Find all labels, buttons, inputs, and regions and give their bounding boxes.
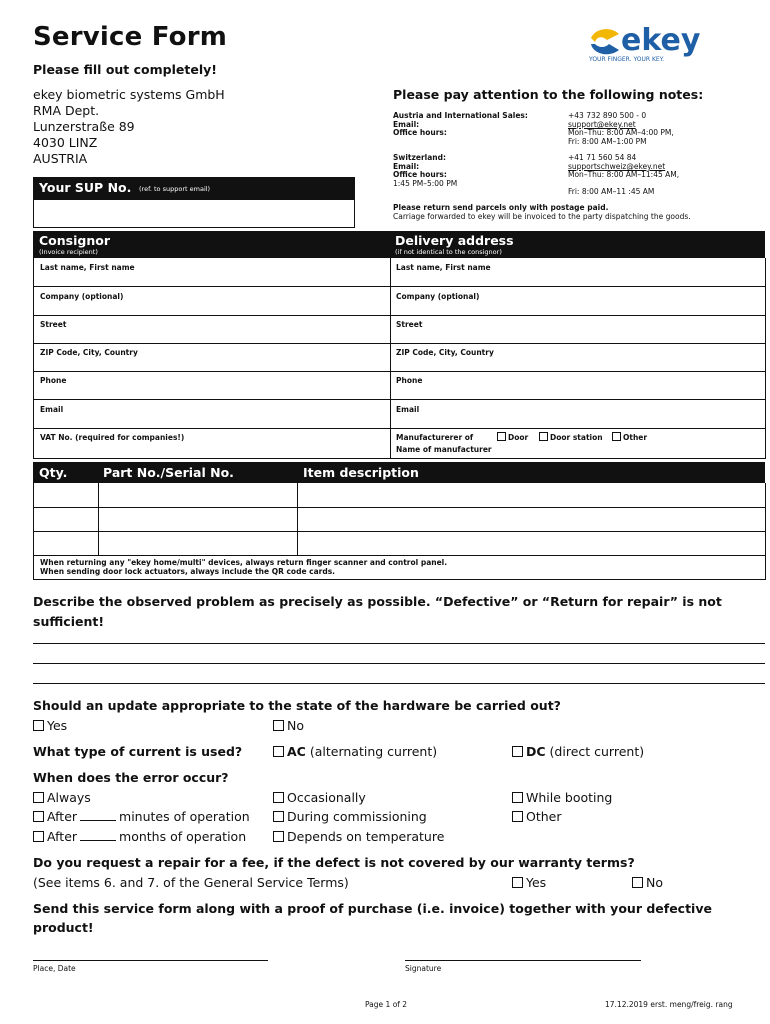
- repair-no-option[interactable]: [632, 875, 663, 890]
- checkbox-other-manufacturer[interactable]: [612, 432, 647, 442]
- checkbox-icon[interactable]: [632, 877, 643, 888]
- delivery-street-field[interactable]: Street: [396, 320, 423, 329]
- months-blank[interactable]: [80, 830, 116, 841]
- signature-line[interactable]: [405, 960, 641, 961]
- current-ac-option[interactable]: [273, 744, 437, 759]
- ac-desc: (alternating current): [309, 744, 438, 759]
- return-note-1: Please return send parcels only with postage paid.: [393, 203, 609, 212]
- checkbox-icon[interactable]: [273, 811, 284, 822]
- parts-note-1: When returning any "ekey home/multi" devices, always return finger scanner and control panel.: [40, 558, 448, 567]
- dc-desc: (direct current): [549, 744, 645, 759]
- austria-email-link[interactable]: support@ekey.net: [568, 120, 636, 129]
- problem-line[interactable]: [33, 643, 765, 644]
- page-title: Service Form: [33, 22, 228, 52]
- checkbox-icon[interactable]: [612, 432, 621, 441]
- row-divider: [34, 371, 765, 372]
- other-label: Other: [526, 809, 562, 824]
- checkbox-icon[interactable]: [273, 746, 284, 757]
- problem-instruction-2: sufficient!: [33, 614, 105, 629]
- occasionally-label: Occasionally: [287, 790, 366, 805]
- consignor-sub: (Invoice recipient): [39, 248, 98, 256]
- address-country: AUSTRIA: [33, 151, 88, 166]
- swiss-email-label: Email:: [393, 162, 420, 171]
- address-table-header: [33, 231, 765, 258]
- temperature-label: Depends on temperature: [287, 829, 445, 844]
- swiss-hours-2: Fri: 8:00 AM–11 :45 AM: [568, 187, 655, 196]
- delivery-name-field[interactable]: Last name, First name: [396, 263, 491, 272]
- after-label: After: [47, 809, 78, 824]
- error-booting-option[interactable]: [512, 790, 612, 805]
- current-dc-option[interactable]: [512, 744, 644, 759]
- ekey-logo: [585, 20, 745, 64]
- address-city: 4030 LINZ: [33, 135, 98, 150]
- send-instruction-2: product!: [33, 920, 94, 935]
- after-label: After: [47, 829, 78, 844]
- checkbox-icon[interactable]: [512, 877, 523, 888]
- austria-label: Austria and International Sales:: [393, 111, 528, 120]
- minutes-blank[interactable]: [80, 810, 116, 821]
- version-stamp: 17.12.2019 erst. meng/freig. rang: [605, 1000, 733, 1009]
- repair-yes-option[interactable]: [512, 875, 546, 890]
- address-table: [33, 258, 766, 459]
- austria-hours-2: Fri: 8:00 AM–1:00 PM: [568, 137, 647, 146]
- swiss-hours-label: Office hours:: [393, 170, 447, 179]
- delivery-email-field[interactable]: Email: [396, 405, 420, 414]
- sup-hint: (ref. to support email): [139, 185, 211, 193]
- row-divider: [34, 315, 765, 316]
- months-label: months of operation: [119, 829, 247, 844]
- logo-tagline: YOUR FINGER. YOUR KEY.: [589, 56, 665, 63]
- notes-heading: Please pay attention to the following notes:: [393, 87, 704, 102]
- sup-label: Your SUP No.: [39, 180, 132, 195]
- row-divider: [34, 555, 765, 556]
- error-after-minutes-option[interactable]: [33, 809, 250, 824]
- return-note-2: Carriage forwarded to ekey will be invoiced to the party dispatching the goods.: [393, 212, 691, 221]
- place-date-line[interactable]: [33, 960, 268, 961]
- error-occasionally-option[interactable]: [273, 790, 366, 805]
- swiss-hours-1: Mon–Thu: 8:00 AM–11:45 AM,: [568, 170, 680, 179]
- recipient-address: [33, 87, 225, 167]
- manufacturer-label: Manufacturerer of: [396, 433, 474, 442]
- col-item-desc: Item description: [303, 465, 419, 480]
- row-divider: [34, 507, 765, 508]
- checkbox-icon[interactable]: [512, 792, 523, 803]
- problem-line[interactable]: [33, 663, 765, 664]
- swiss-hours-left: 1:45 PM–5:00 PM: [393, 179, 458, 188]
- problem-instruction-1: Describe the observed problem as precisely as possible. “Defective” or “Return for repair” is not: [33, 594, 722, 609]
- error-always-option[interactable]: [33, 790, 91, 805]
- row-divider: [34, 286, 765, 287]
- sup-number-field[interactable]: [33, 199, 355, 228]
- checkbox-icon[interactable]: [539, 432, 548, 441]
- delivery-heading: Delivery address: [395, 233, 514, 248]
- row-divider: [34, 428, 765, 429]
- austria-hours-label: Office hours:: [393, 128, 447, 137]
- delivery-company-field[interactable]: Company (optional): [396, 292, 480, 301]
- delivery-zip-field[interactable]: ZIP Code, City, Country: [396, 348, 494, 357]
- delivery-phone-field[interactable]: Phone: [396, 376, 423, 385]
- row-divider: [34, 399, 765, 400]
- repair-question: Do you request a repair for a fee, if the defect is not covered by our warranty terms?: [33, 855, 635, 870]
- checkbox-icon[interactable]: [33, 811, 44, 822]
- swiss-email-link[interactable]: supportschweiz@ekey.net: [568, 162, 666, 171]
- dc-label: DC: [526, 744, 546, 759]
- current-question: What type of current is used?: [33, 744, 243, 759]
- logo-text: ekey: [621, 23, 701, 58]
- checkbox-icon[interactable]: [33, 792, 44, 803]
- door-option: Door: [508, 433, 529, 442]
- place-date-label: Place, Date: [33, 964, 76, 973]
- address-dept: RMA Dept.: [33, 103, 100, 118]
- booting-label: While booting: [526, 790, 613, 805]
- page-number: Page 1 of 2: [365, 1000, 408, 1009]
- update-question: Should an update appropriate to the state of the hardware be carried out?: [33, 698, 561, 713]
- sup-header: [33, 177, 355, 199]
- error-other-option[interactable]: [512, 809, 562, 824]
- item-desc-cell[interactable]: [298, 483, 764, 507]
- checkbox-icon[interactable]: [33, 831, 44, 842]
- parts-note-2: When sending door lock actuators, always include the QR code cards.: [40, 567, 336, 576]
- error-temperature-option[interactable]: [273, 829, 444, 844]
- checkbox-door-station[interactable]: [539, 432, 603, 442]
- checkbox-icon[interactable]: [33, 720, 44, 731]
- error-after-months-option[interactable]: [33, 829, 246, 844]
- update-yes-label: Yes: [47, 718, 68, 733]
- qty-cell[interactable]: [34, 483, 98, 507]
- consignor-name-field[interactable]: Last name, First name: [40, 263, 135, 272]
- part-no-cell[interactable]: [99, 483, 297, 507]
- update-no-option[interactable]: [273, 718, 304, 733]
- consignor-zip-field[interactable]: ZIP Code, City, Country: [40, 348, 138, 357]
- signature-label: Signature: [405, 964, 442, 973]
- austria-phone: +43 732 890 500 - 0: [568, 111, 647, 120]
- consignor-email-field[interactable]: Email: [40, 405, 64, 414]
- delivery-sub: (if not identical to the consignor): [395, 248, 502, 256]
- checkbox-icon[interactable]: [273, 720, 284, 731]
- consignor-street-field[interactable]: Street: [40, 320, 67, 329]
- door-station-option: Door station: [550, 433, 603, 442]
- checkbox-icon[interactable]: [273, 792, 284, 803]
- parts-table: [33, 483, 766, 580]
- col-part-no: Part No./Serial No.: [103, 465, 234, 480]
- col-qty: Qty.: [39, 465, 68, 480]
- checkbox-icon[interactable]: [512, 746, 523, 757]
- consignor-company-field[interactable]: Company (optional): [40, 292, 124, 301]
- consignor-vat-field[interactable]: VAT No. (required for companies!): [40, 433, 185, 442]
- error-question: When does the error occur?: [33, 770, 229, 785]
- manufacturer-name-field[interactable]: Name of manufacturer: [396, 445, 492, 454]
- repair-terms: (See items 6. and 7. of the General Service Terms): [33, 875, 349, 890]
- commissioning-label: During commissioning: [287, 809, 427, 824]
- consignor-heading: Consignor: [39, 233, 110, 248]
- other-option: Other: [623, 433, 648, 442]
- checkbox-door[interactable]: [497, 432, 528, 442]
- parts-table-header: [33, 462, 765, 483]
- repair-yes-label: Yes: [526, 875, 547, 890]
- repair-no-label: No: [646, 875, 663, 890]
- checkbox-icon[interactable]: [512, 811, 523, 822]
- swiss-label: Switzerland:: [393, 153, 446, 162]
- address-street: Lunzerstraße 89: [33, 119, 135, 134]
- update-yes-option[interactable]: [33, 718, 67, 733]
- problem-line[interactable]: [33, 683, 765, 684]
- consignor-phone-field[interactable]: Phone: [40, 376, 67, 385]
- ac-label: AC: [287, 744, 306, 759]
- always-label: Always: [47, 790, 91, 805]
- page-subtitle: Please fill out completely!: [33, 62, 217, 77]
- address-company: ekey biometric systems GmbH: [33, 87, 225, 102]
- row-divider: [34, 343, 765, 344]
- send-instruction-1: Send this service form along with a proof of purchase (i.e. invoice) together with your defective: [33, 901, 712, 916]
- row-divider: [34, 531, 765, 532]
- swiss-phone: +41 71 560 54 84: [568, 153, 637, 162]
- austria-email-label: Email:: [393, 120, 420, 129]
- checkbox-icon[interactable]: [273, 831, 284, 842]
- minutes-label: minutes of operation: [119, 809, 250, 824]
- ekey-logo-mark: [585, 20, 745, 64]
- update-no-label: No: [287, 718, 304, 733]
- checkbox-icon[interactable]: [497, 432, 506, 441]
- austria-hours-1: Mon–Thu: 8:00 AM–4:00 PM,: [568, 128, 674, 137]
- error-commissioning-option[interactable]: [273, 809, 427, 824]
